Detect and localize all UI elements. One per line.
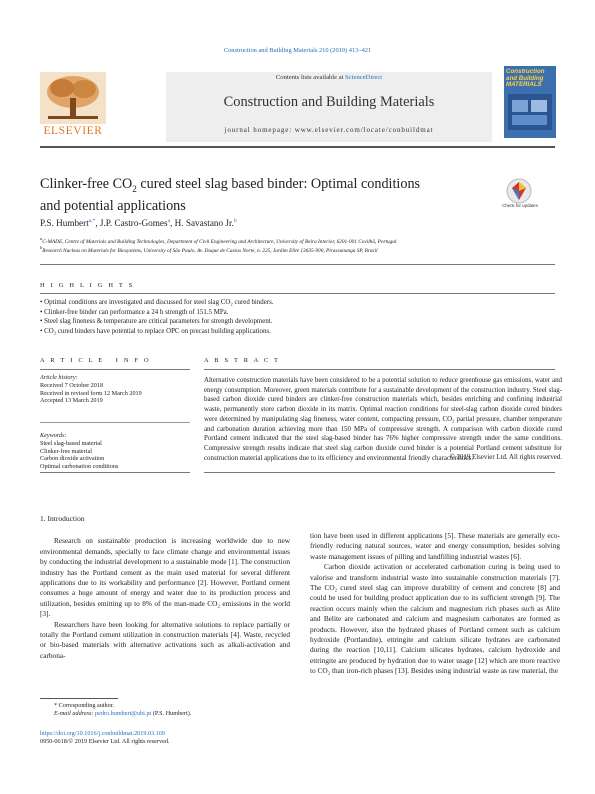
divider bbox=[204, 369, 555, 370]
abstract-label: A B S T R A C T bbox=[204, 357, 281, 364]
keyword: Clinker-free material bbox=[40, 447, 92, 455]
author-email-link[interactable]: pedro.humbert@ubi.pt bbox=[95, 710, 152, 718]
body-left-column bbox=[40, 514, 290, 661]
section-heading: 1. Introduction bbox=[40, 514, 85, 523]
sciencedirect-link[interactable]: ScienceDirect bbox=[345, 74, 383, 81]
list-item: • Optimal conditions are investigated and discussed for steel slag CO₂ cured binders. bbox=[40, 299, 274, 306]
author: J.P. Castro-Gomes bbox=[99, 218, 168, 229]
author: H. Savastano Jr. bbox=[174, 218, 234, 229]
journal-title: Construction and Building Materials bbox=[223, 94, 435, 110]
divider bbox=[40, 472, 190, 473]
divider bbox=[40, 422, 190, 423]
highlights-label: H I G H L I G H T S bbox=[40, 282, 135, 289]
article-title: Clinker-free $CO_2$ cured steel slag based binder: Optimal conditions and potential applications bbox=[40, 176, 421, 215]
divider bbox=[204, 472, 555, 473]
crossmark-label[interactable]: Check for updates bbox=[502, 203, 538, 208]
paragraph: Research on sustainable production is increasing worldwide due to new environmental demands, specially to face climate change and environmental issues by conducting the industrial development to a sustainable mode [1]. The construction industry has the Portland cement as the main used material for several different applications due to its workability and performance [2]. However, Portland cement consumes a huge amount of energy and water due to its production process and utilization, besides emitting up to 8% of the man-made CO₂ emissions in the world [3]. bbox=[40, 536, 290, 619]
paragraph: tion have been used in different applications [5]. These materials are generally eco-friendly reducing natural sources, water and energy consumption, besides solving waste management issues of pilling and landfilling industrial wastes [6]. bbox=[310, 531, 560, 561]
keyword: Carbon dioxide activation bbox=[40, 455, 105, 463]
keyword: Optimal carbonation conditions bbox=[40, 463, 119, 471]
highlights-list bbox=[40, 298, 555, 336]
divider bbox=[40, 293, 555, 294]
affiliation: $^a$C-MADE, Centre of Materials and Building Technologies, Department of Civil Engineering and Architecture, University of Beira Interior, 6201-001 Covilhã, Portugal bbox=[40, 236, 397, 245]
abstract-text: Alternative construction materials have been considered to be a potential solution to reduce greenhouse gas emissions, water and energy consumption. Moreover, green materials contribute for a sustainable development of the construction industry. Steel slag-based carbon dioxide cured binders are clinker-free construction materials which, besides enriching and confining industrial waste, permanently store carbon dioxide in its matrix. Optimal reaction conditions for steel-slag carbon dioxide cured binders were determined by manipulating slag fineness, water content, compacting pressure, CO₂ partial pressure, chamber temperature and carbonation duration achieving more than 150 MPa of compressive strength. A comparison with carbon dioxide cured Portland cement indicated that the steel slag-based binder has 76% higher compressive strength under the same conditions. Compressive strength results indicate that steel slag carbon dioxide cured binder is a potential Portland cement substitute for construction material applications due to its efficiency and environmental friendly characteristics. bbox=[204, 377, 562, 462]
list-item: • Clinker-free binder can performance a 24 h strength of 151.5 MPa. bbox=[40, 308, 229, 316]
keywords: Keywords: Steel slag-based material Clinker-free material Carbon dioxide activation Optimal carbonation conditions bbox=[40, 432, 190, 471]
journal-reference[interactable]: Construction and Building Materials 210 (2019) 413–421 bbox=[223, 47, 372, 54]
author: P.S. Humbert bbox=[40, 218, 89, 229]
article-info-label: A R T I C L E I N F O bbox=[40, 357, 151, 364]
footnote: * Corresponding author. E-mail address: pedro.humbert@ubi.pt (P.S. Humbert). bbox=[54, 702, 192, 718]
article-history: Article history: Received 7 October 2018 Received in revised form 12 March 2019 Accepted 13 March 2019 bbox=[40, 374, 142, 405]
contents-line: Contents lists available at ScienceDirect bbox=[275, 74, 383, 81]
doi-link[interactable]: https://doi.org/10.1016/j.conbuildmat.2019.03.169 bbox=[40, 730, 166, 737]
list-item: • Steel slag fineness & temperature are critical parameters for strength development. bbox=[40, 318, 273, 326]
author-list: P.S. Humbert$^{a,*}$, J.P. Castro-Gomes$^a$, H. Savastano Jr.$^b$ bbox=[40, 218, 237, 229]
paragraph: Carbon dioxide activation or accelerated carbonation curing is being used to valorise and transform industrial waste into sustainable construction materials [7]. The CO₂ cured steel slag can improve durability of cement and concrete [8] and could be used for building product application due to its sufficient strength [9]. The reaction occurs mainly when the calcium and magnesium rich phases such as Alite and Belite are carbonated and calcium and magnesium carbonates are formed as products. However, also the hydrated phases of Portland cement such as calcium hydroxide (Portlandite), ettringite and calcium silicate hydrates are carbonated during the reaction [10,11]. Calcium silicates hydrates, calcium hydroxide and ettringite are produced by hydration due to water usage [12] which are more reactive to CO₂ than iron-rich phases [13]. Besides using industrial waste as raw material, the bbox=[310, 562, 560, 676]
header-rule bbox=[40, 146, 555, 148]
cover-title: Construction and Building MATERIALS bbox=[506, 68, 545, 89]
divider bbox=[40, 264, 555, 265]
journal-homepage[interactable]: journal homepage: www.elsevier.com/locate/conbuildmat bbox=[224, 126, 434, 134]
issn-line: 0950-0618/© 2019 Elsevier Ltd. All rights reserved. bbox=[40, 738, 170, 745]
crossmark-icon[interactable] bbox=[506, 178, 532, 204]
body-right-column bbox=[310, 531, 560, 677]
paragraph: Researchers have been looking for alternative solutions to replace partially or totally the Portland cement utilization in construction materials [4]. Waste, recycled or bio-based materials with alternative activations such as alkali-activation and carbona- bbox=[40, 619, 290, 660]
abstract-copyright: © 2019 Elsevier Ltd. All rights reserved. bbox=[449, 454, 562, 461]
keyword: Steel slag-based material bbox=[40, 439, 102, 447]
publisher-name: ELSEVIER bbox=[43, 125, 103, 137]
divider bbox=[40, 369, 190, 370]
footnote-rule bbox=[40, 698, 118, 699]
affiliation: $^b$Research Nucleus on Materials for Biosystems, University of São Paulo, Av. Duque de Caxias Norte, n. 225, Jardim Elite 13635-900, Pirassununga SP, Brazil bbox=[40, 245, 378, 254]
page-footer bbox=[40, 730, 169, 746]
list-item: • CO₂ cured binders have potential to replace OPC on precast building applications. bbox=[40, 327, 271, 335]
